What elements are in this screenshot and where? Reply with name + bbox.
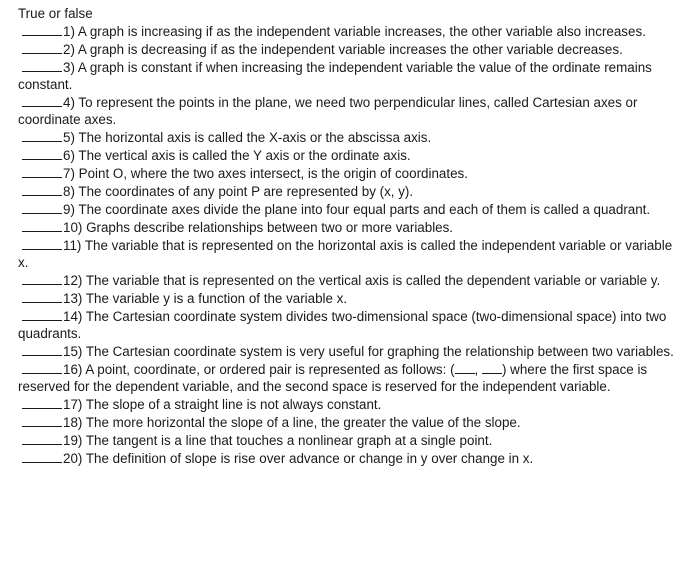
question-item [18, 289, 680, 307]
answer-blank[interactable] [22, 182, 62, 196]
question-number: 6) [63, 148, 75, 163]
answer-blank[interactable] [22, 236, 62, 250]
question-number: 4) [63, 95, 75, 110]
question-item [18, 40, 680, 58]
question-number: 3) [63, 60, 75, 75]
question-number: 10) [63, 220, 83, 235]
question-item [18, 449, 680, 467]
question-item [18, 182, 680, 200]
question-text: To represent the points in the plane, we need two perpendicular lines, called Cartesian axes or coordinate axes. [18, 95, 638, 127]
question-item [18, 93, 680, 128]
question-number: 9) [63, 202, 75, 217]
answer-blank[interactable] [22, 164, 62, 178]
question-text: The definition of slope is rise over advance or change in y over change in x. [85, 451, 534, 466]
question-text: The variable y is a function of the variable x. [85, 291, 348, 306]
question-item [18, 146, 680, 164]
answer-blank[interactable] [22, 218, 62, 232]
question-text: A graph is constant if when increasing the independent variable the value of the ordinate remains constant. [18, 60, 652, 92]
question-text: The variable that is represented on the horizontal axis is called the independent variable or variable x. [18, 238, 673, 270]
question-number: 7) [63, 166, 75, 181]
question-number: 16) [63, 362, 83, 377]
question-number: 1) [63, 24, 75, 39]
worksheet-title: True or false [18, 6, 93, 21]
answer-blank[interactable] [22, 271, 62, 285]
answer-blank[interactable] [22, 146, 62, 160]
question-number: 12) [63, 273, 83, 288]
answer-blank[interactable] [22, 93, 62, 107]
question-text: The vertical axis is called the Y axis or the ordinate axis. [78, 148, 411, 163]
question-item [18, 413, 680, 431]
question-text: A graph is increasing if as the independent variable increases, the other variable also increases. [77, 24, 646, 39]
answer-blank[interactable] [22, 200, 62, 214]
answer-blank[interactable] [22, 22, 62, 36]
question-number: 20) [63, 451, 83, 466]
question-item [18, 342, 680, 360]
question-item [18, 395, 680, 413]
question-item [18, 431, 680, 449]
question-item [18, 236, 680, 271]
question-text: The variable that is represented on the vertical axis is called the dependent variable or variable y. [85, 273, 661, 288]
question-text: Point O, where the two axes intersect, is the origin of coordinates. [78, 166, 468, 181]
question-item [18, 271, 680, 289]
question-number: 2) [63, 42, 75, 57]
question-text: The coordinate axes divide the plane into four equal parts and each of them is called a quadrant. [78, 202, 651, 217]
question-item [18, 128, 680, 146]
question-text: A graph is decreasing if as the independent variable increases the other variable decreases. [77, 42, 623, 57]
question-text: The more horizontal the slope of a line, the greater the value of the slope. [85, 415, 521, 430]
question-item [18, 164, 680, 182]
answer-blank[interactable] [22, 360, 62, 374]
question-number: 5) [63, 130, 75, 145]
question-number: 8) [63, 184, 75, 199]
question-number: 11) [63, 238, 82, 253]
question-text: The horizontal axis is called the X-axis or the abscissa axis. [78, 130, 432, 145]
question-item [18, 200, 680, 218]
question-text: The Cartesian coordinate system divides two-dimensional space (two-dimensional space) into two quadrants. [18, 309, 667, 341]
question-text: The tangent is a line that touches a nonlinear graph at a single point. [85, 433, 493, 448]
question-item [18, 307, 680, 342]
answer-blank[interactable] [22, 431, 62, 445]
coordinate-separator: , [474, 362, 479, 377]
question-number: 14) [63, 309, 83, 324]
answer-blank[interactable] [22, 58, 62, 72]
answer-blank[interactable] [22, 449, 62, 463]
answer-blank[interactable] [22, 40, 62, 54]
question-item [18, 22, 680, 40]
answer-blank[interactable] [22, 342, 62, 356]
answer-blank[interactable] [22, 413, 62, 427]
question-text: The coordinates of any point P are represented by (x, y). [78, 184, 414, 199]
answer-blank[interactable] [22, 289, 62, 303]
question-text: The slope of a straight line is not always constant. [85, 397, 382, 412]
answer-blank[interactable] [22, 307, 62, 321]
question-text-after: ) where the first space is reserved for the dependent variable, and the second space is reserved for the independent variable. [18, 362, 648, 394]
question-number: 13) [63, 291, 83, 306]
question-number: 17) [63, 397, 83, 412]
answer-blank[interactable] [22, 128, 62, 142]
question-item [18, 58, 680, 93]
question-text: Graphs describe relationships between two or more variables. [86, 220, 454, 235]
question-text-before: A point, coordinate, or ordered pair is represented as follows: ( [85, 362, 455, 377]
question-number: 15) [63, 344, 83, 359]
question-item [18, 360, 680, 395]
coordinate-blank-second[interactable] [482, 361, 502, 374]
question-number: 18) [63, 415, 83, 430]
question-text: The Cartesian coordinate system is very useful for graphing the relationship between two variables. [85, 344, 674, 359]
coordinate-blank-first[interactable] [455, 361, 475, 374]
question-item [18, 218, 680, 236]
answer-blank[interactable] [22, 395, 62, 409]
question-number: 19) [63, 433, 83, 448]
